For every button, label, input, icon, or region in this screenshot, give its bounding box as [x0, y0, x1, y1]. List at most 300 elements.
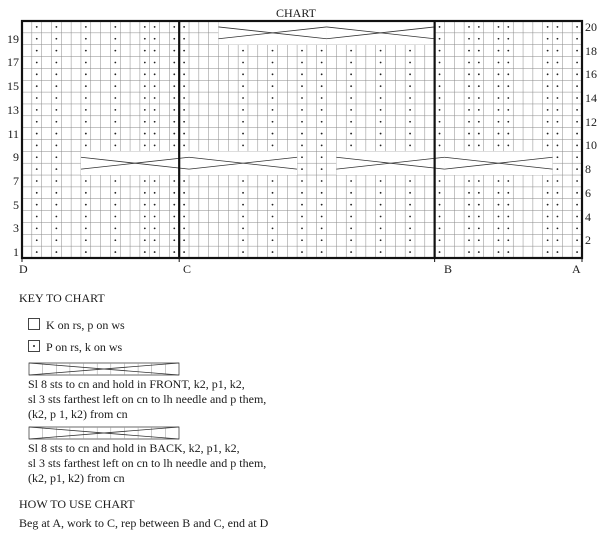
purl-dot — [547, 192, 549, 194]
purl-dot — [468, 121, 470, 123]
row-number-left: 1 — [13, 245, 19, 260]
purl-dot — [409, 62, 411, 64]
purl-dot — [85, 62, 87, 64]
purl-dot — [576, 109, 578, 111]
purl-dot — [557, 121, 559, 123]
purl-dot — [380, 73, 382, 75]
purl-dot — [242, 251, 244, 253]
purl-dot — [507, 62, 509, 64]
purl-dot — [301, 251, 303, 253]
purl-dot — [557, 204, 559, 206]
chart-label-a: A — [572, 262, 581, 276]
purl-dot — [301, 180, 303, 182]
row-number-left: 15 — [7, 79, 19, 94]
purl-dot — [55, 121, 57, 123]
purl-dot — [55, 62, 57, 64]
purl-dot — [85, 38, 87, 40]
purl-dot — [321, 121, 323, 123]
purl-dot — [36, 192, 38, 194]
purl-dot — [183, 38, 185, 40]
purl-dot — [468, 180, 470, 182]
row-number-left: 5 — [13, 197, 19, 212]
purl-dot — [183, 50, 185, 52]
purl-dot — [350, 62, 352, 64]
purl-dot — [478, 251, 480, 253]
purl-dot — [507, 73, 509, 75]
purl-dot — [439, 38, 441, 40]
purl-dot — [507, 109, 509, 111]
purl-dot — [478, 38, 480, 40]
purl-dot — [55, 26, 57, 28]
purl-dot — [547, 133, 549, 135]
purl-dot — [183, 26, 185, 28]
purl-dot — [409, 145, 411, 147]
purl-dot — [350, 251, 352, 253]
chart-label-b: B — [444, 262, 453, 276]
knit-symbol-icon — [28, 318, 40, 330]
purl-dot — [272, 121, 274, 123]
purl-dot — [498, 204, 500, 206]
purl-dot — [114, 145, 116, 147]
purl-dot — [301, 227, 303, 229]
purl-dot — [547, 216, 549, 218]
how-to-heading: HOW TO USE CHART — [19, 497, 135, 511]
purl-dot — [439, 73, 441, 75]
purl-dot — [154, 251, 156, 253]
purl-dot — [576, 239, 578, 241]
purl-dot — [183, 192, 185, 194]
purl-dot — [507, 239, 509, 241]
how-to-text: Beg at A, work to C, rep between B and C, end at D — [19, 516, 269, 530]
purl-dot — [154, 85, 156, 87]
purl-dot — [468, 109, 470, 111]
purl-dot — [576, 156, 578, 158]
purl-dot — [507, 50, 509, 52]
purl-dot — [380, 180, 382, 182]
purl-dot — [576, 50, 578, 52]
purl-dot — [144, 180, 146, 182]
purl-dot — [242, 121, 244, 123]
front-cable-symbol-icon — [28, 362, 183, 376]
purl-dot — [183, 97, 185, 99]
purl-dot — [557, 26, 559, 28]
purl-dot — [272, 73, 274, 75]
purl-dot — [85, 180, 87, 182]
purl-dot — [36, 180, 38, 182]
purl-dot — [498, 62, 500, 64]
purl-dot — [173, 97, 175, 99]
purl-dot — [468, 216, 470, 218]
purl-dot — [498, 216, 500, 218]
purl-dot — [36, 204, 38, 206]
purl-dot — [183, 109, 185, 111]
purl-dot — [576, 168, 578, 170]
purl-dot — [547, 204, 549, 206]
purl-dot — [439, 62, 441, 64]
purl-dot — [85, 97, 87, 99]
purl-dot — [547, 85, 549, 87]
purl-dot — [409, 50, 411, 52]
purl-dot — [380, 85, 382, 87]
row-number-left: 19 — [7, 31, 19, 46]
purl-dot — [154, 145, 156, 147]
purl-dot — [350, 85, 352, 87]
purl-dot — [242, 227, 244, 229]
purl-dot — [55, 216, 57, 218]
purl-dot — [507, 227, 509, 229]
purl-dot — [114, 50, 116, 52]
purl-dot — [547, 239, 549, 241]
purl-dot — [36, 216, 38, 218]
purl-dot — [468, 145, 470, 147]
purl-dot — [380, 133, 382, 135]
purl-dot — [85, 133, 87, 135]
purl-dot — [557, 216, 559, 218]
purl-dot — [557, 97, 559, 99]
purl-dot — [380, 227, 382, 229]
purl-dot — [55, 109, 57, 111]
purl-dot — [183, 239, 185, 241]
row-number-right: 18 — [585, 43, 597, 58]
purl-dot — [85, 227, 87, 229]
purl-dot — [321, 192, 323, 194]
purl-dot — [154, 121, 156, 123]
purl-dot — [55, 133, 57, 135]
purl-dot — [321, 97, 323, 99]
row-number-left: 11 — [7, 126, 19, 141]
purl-dot — [173, 50, 175, 52]
purl-dot — [576, 38, 578, 40]
purl-dot — [85, 121, 87, 123]
purl-dot — [576, 227, 578, 229]
purl-dot — [380, 109, 382, 111]
row-number-left: 9 — [13, 150, 19, 165]
purl-dot — [439, 192, 441, 194]
purl-dot — [507, 204, 509, 206]
row-number-right: 20 — [585, 19, 597, 34]
purl-dot — [439, 227, 441, 229]
purl-dot — [173, 121, 175, 123]
purl-dot — [439, 145, 441, 147]
purl-dot — [36, 85, 38, 87]
purl-dot — [36, 227, 38, 229]
purl-dot — [557, 180, 559, 182]
purl-dot — [173, 251, 175, 253]
purl-dot — [321, 50, 323, 52]
purl-dot — [144, 204, 146, 206]
purl-dot — [409, 192, 411, 194]
purl-dot — [547, 97, 549, 99]
purl-dot — [350, 216, 352, 218]
purl-dot — [468, 26, 470, 28]
purl-dot — [173, 62, 175, 64]
purl-dot — [321, 204, 323, 206]
purl-dot — [36, 26, 38, 28]
purl-dot — [321, 239, 323, 241]
purl-dot — [144, 216, 146, 218]
purl-dot — [272, 109, 274, 111]
purl-dot — [173, 133, 175, 135]
purl-dot — [547, 180, 549, 182]
purl-dot — [547, 145, 549, 147]
purl-dot — [498, 239, 500, 241]
purl-dot — [576, 216, 578, 218]
purl-dot — [321, 168, 323, 170]
purl-dot — [547, 50, 549, 52]
purl-dot — [183, 121, 185, 123]
purl-dot — [183, 133, 185, 135]
purl-dot — [468, 133, 470, 135]
purl-dot — [478, 50, 480, 52]
purl-dot — [144, 121, 146, 123]
purl-dot — [478, 85, 480, 87]
purl-dot — [409, 239, 411, 241]
purl-dot — [85, 204, 87, 206]
purl-dot — [242, 109, 244, 111]
purl-dot — [114, 192, 116, 194]
purl-dot — [380, 62, 382, 64]
purl-dot — [478, 73, 480, 75]
purl-dot — [547, 227, 549, 229]
purl-dot — [272, 239, 274, 241]
purl-dot — [557, 168, 559, 170]
row-number-right: 8 — [585, 162, 591, 177]
purl-dot — [272, 133, 274, 135]
purl-dot — [183, 85, 185, 87]
purl-dot — [468, 192, 470, 194]
row-number-right: 14 — [585, 91, 597, 106]
purl-dot — [321, 251, 323, 253]
purl-dot — [380, 145, 382, 147]
purl-dot — [114, 62, 116, 64]
purl-dot — [439, 121, 441, 123]
purl-dot — [380, 121, 382, 123]
purl-dot — [144, 85, 146, 87]
purl-dot — [55, 73, 57, 75]
purl-dot — [547, 26, 549, 28]
purl-dot — [85, 50, 87, 52]
purl-dot — [242, 204, 244, 206]
purl-dot — [350, 204, 352, 206]
purl-dot — [576, 180, 578, 182]
purl-dot — [557, 50, 559, 52]
row-number-right: 6 — [585, 185, 591, 200]
key-knit-label: K on rs, p on ws — [46, 318, 125, 332]
purl-dot — [183, 204, 185, 206]
purl-dot — [114, 180, 116, 182]
purl-dot — [301, 192, 303, 194]
purl-dot — [409, 204, 411, 206]
purl-dot — [55, 38, 57, 40]
purl-dot — [85, 216, 87, 218]
purl-dot — [154, 50, 156, 52]
purl-dot — [498, 180, 500, 182]
purl-dot — [183, 251, 185, 253]
purl-dot — [154, 204, 156, 206]
purl-dot — [272, 180, 274, 182]
purl-dot — [114, 109, 116, 111]
purl-dot — [321, 156, 323, 158]
purl-dot — [478, 227, 480, 229]
purl-dot — [85, 109, 87, 111]
purl-dot — [507, 251, 509, 253]
key-knit — [28, 318, 125, 332]
purl-dot — [154, 227, 156, 229]
purl-dot — [36, 156, 38, 158]
purl-dot — [478, 216, 480, 218]
purl-dot — [507, 97, 509, 99]
purl-dot — [173, 26, 175, 28]
front-cable-line: sl 3 sts farthest left on cn to lh needle and p them, — [28, 392, 267, 406]
chart-label-c: C — [183, 262, 192, 276]
purl-dot — [242, 216, 244, 218]
purl-dot — [468, 251, 470, 253]
purl-dot — [380, 216, 382, 218]
purl-dot — [173, 239, 175, 241]
purl-dot — [36, 239, 38, 241]
purl-dot — [478, 133, 480, 135]
purl-dot — [507, 85, 509, 87]
purl-dot — [468, 73, 470, 75]
purl-dot — [439, 216, 441, 218]
purl-dot — [154, 26, 156, 28]
purl-dot — [498, 38, 500, 40]
purl-dot — [242, 133, 244, 135]
purl-dot — [557, 133, 559, 135]
purl-dot — [173, 109, 175, 111]
purl-dot — [36, 251, 38, 253]
purl-dot — [350, 227, 352, 229]
purl-dot — [183, 216, 185, 218]
purl-dot — [114, 85, 116, 87]
purl-dot — [576, 121, 578, 123]
purl-dot — [350, 121, 352, 123]
purl-dot — [85, 26, 87, 28]
purl-dot — [36, 109, 38, 111]
purl-dot — [36, 62, 38, 64]
purl-dot — [321, 145, 323, 147]
purl-dot — [547, 73, 549, 75]
purl-dot — [380, 239, 382, 241]
purl-dot — [173, 227, 175, 229]
purl-dot — [439, 251, 441, 253]
purl-dot — [439, 85, 441, 87]
purl-dot — [144, 145, 146, 147]
purl-dot — [301, 62, 303, 64]
purl-dot — [272, 85, 274, 87]
purl-dot — [114, 133, 116, 135]
front-cable-line: Sl 8 sts to cn and hold in FRONT, k2, p1, k2, — [28, 377, 245, 391]
purl-dot — [114, 73, 116, 75]
purl-dot — [350, 180, 352, 182]
purl-dot — [301, 121, 303, 123]
purl-dot — [576, 26, 578, 28]
purl-dot — [154, 97, 156, 99]
purl-dot — [242, 239, 244, 241]
purl-dot — [468, 204, 470, 206]
purl-dot — [154, 73, 156, 75]
purl-dot — [301, 216, 303, 218]
row-number-left: 17 — [7, 55, 19, 70]
purl-dot — [144, 97, 146, 99]
purl-dot — [557, 109, 559, 111]
purl-dot — [144, 38, 146, 40]
purl-dot — [144, 227, 146, 229]
purl-dot — [321, 73, 323, 75]
key-heading: KEY TO CHART — [19, 291, 105, 305]
back-cable-description — [28, 441, 266, 486]
purl-dot — [321, 62, 323, 64]
purl-dot — [36, 145, 38, 147]
purl-dot — [55, 85, 57, 87]
purl-dot — [173, 180, 175, 182]
purl-dot — [439, 239, 441, 241]
purl-dot — [498, 192, 500, 194]
purl-dot — [557, 239, 559, 241]
purl-dot — [36, 133, 38, 135]
purl-dot — [301, 50, 303, 52]
purl-dot — [55, 227, 57, 229]
purl-dot — [242, 145, 244, 147]
purl-dot — [114, 97, 116, 99]
purl-dot — [154, 180, 156, 182]
purl-dot — [36, 38, 38, 40]
purl-dot — [144, 109, 146, 111]
purl-dot — [380, 204, 382, 206]
purl-dot — [576, 251, 578, 253]
purl-dot — [478, 192, 480, 194]
purl-dot — [272, 192, 274, 194]
purl-dot — [321, 227, 323, 229]
purl-dot — [55, 145, 57, 147]
purl-dot — [409, 227, 411, 229]
key-purl-label: P on rs, k on ws — [46, 340, 123, 354]
purl-dot — [576, 85, 578, 87]
purl-dot — [321, 109, 323, 111]
purl-dot — [183, 73, 185, 75]
purl-dot — [478, 121, 480, 123]
purl-dot — [409, 109, 411, 111]
purl-symbol-icon — [28, 340, 40, 352]
purl-dot — [173, 73, 175, 75]
purl-dot — [547, 62, 549, 64]
purl-dot — [557, 85, 559, 87]
purl-dot — [557, 227, 559, 229]
purl-dot — [478, 26, 480, 28]
purl-dot — [144, 26, 146, 28]
purl-dot — [507, 180, 509, 182]
purl-dot — [114, 204, 116, 206]
purl-dot — [85, 239, 87, 241]
purl-dot — [557, 73, 559, 75]
purl-dot — [272, 62, 274, 64]
purl-dot — [547, 121, 549, 123]
purl-dot — [498, 26, 500, 28]
purl-dot — [576, 133, 578, 135]
purl-dot — [507, 192, 509, 194]
purl-dot — [55, 251, 57, 253]
purl-dot — [114, 216, 116, 218]
purl-dot — [350, 239, 352, 241]
purl-dot — [55, 168, 57, 170]
purl-dot — [507, 26, 509, 28]
purl-dot — [242, 97, 244, 99]
purl-dot — [547, 109, 549, 111]
back-cable-line: Sl 8 sts to cn and hold in BACK, k2, p1, k2, — [28, 441, 240, 455]
purl-dot — [173, 204, 175, 206]
purl-dot — [439, 97, 441, 99]
purl-dot — [272, 204, 274, 206]
